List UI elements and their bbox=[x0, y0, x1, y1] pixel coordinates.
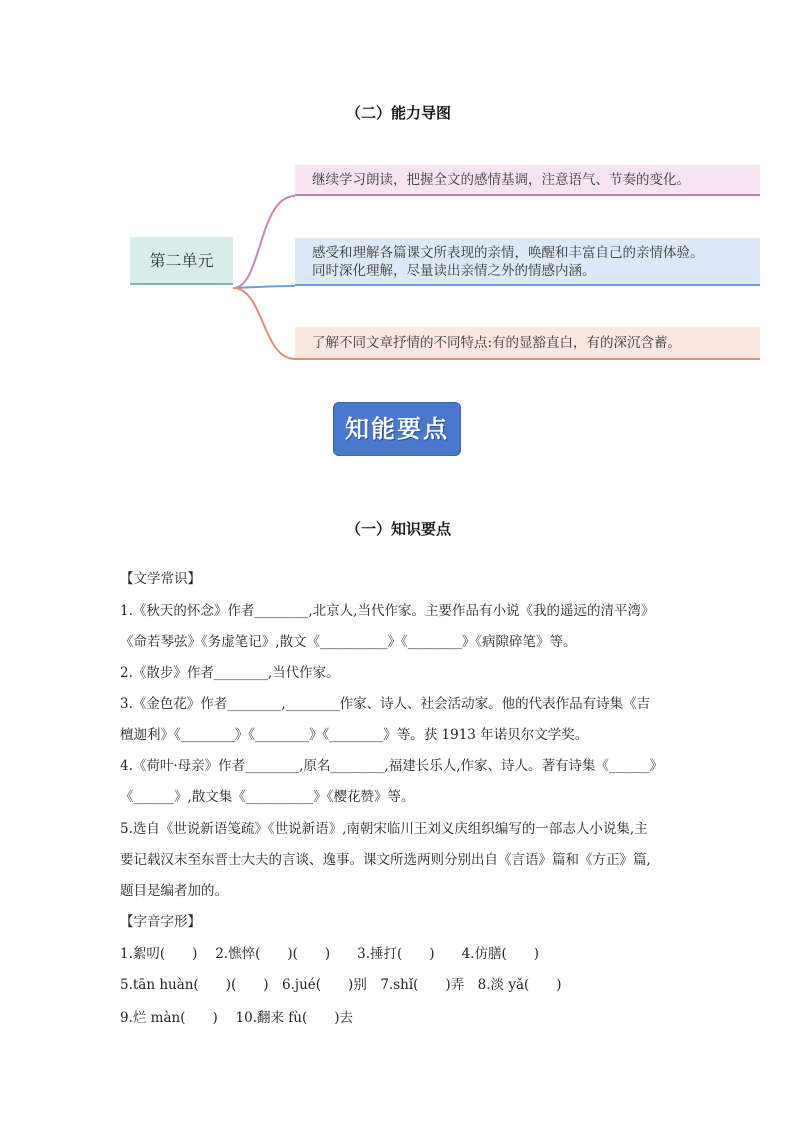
literature-line: 2.《散步》作者________,当代作家。 bbox=[120, 665, 340, 681]
literature-line: 3.《金色花》作者________,________作家、诗人、社会活动家。他的代表作品有诗集《吉 bbox=[120, 696, 651, 712]
pronunciation-heading: 【字音字形】 bbox=[120, 914, 201, 930]
literature-heading: 【文学常识】 bbox=[120, 571, 201, 587]
literature-line: 檀迦利》《________》《________》《________》等。获 1913 年诺贝尔文学奖。 bbox=[120, 727, 589, 743]
branch-3-line-1: 了解不同文章抒情的不同特点:有的显豁直白，有的深沉含蓄。 bbox=[312, 335, 682, 351]
literature-line: 1.《秋天的怀念》作者________,北京人,当代作家。主要作品有小说《我的遥远的清平湾》 bbox=[120, 603, 655, 619]
ability-map-title: （二）能力导图 bbox=[346, 104, 452, 122]
mindmap-branch-3 bbox=[295, 327, 760, 360]
branch-2-line-2: 同时深化理解，尽量读出亲情之外的情感内涵。 bbox=[312, 263, 596, 279]
pronunciation-line: 9.烂 màn( ) 10.翻来 fù( )去 bbox=[120, 1010, 354, 1026]
mindmap-root-node: 第二单元 bbox=[130, 237, 233, 285]
pronunciation-line: 5.tān huàn( )( ) 6.jué( )别 7.shǐ( )弄 8.淡 yǎ( ) bbox=[120, 977, 562, 993]
literature-line: 4.《荷叶·母亲》作者________,原名________,福建长乐人,作家、诗人。著有诗集《______》 bbox=[120, 758, 664, 774]
branch-1-line-1: 继续学习朗读，把握全文的感情基调，注意语气、节奏的变化。 bbox=[312, 172, 690, 188]
branch-2-line-1: 感受和理解各篇课文所表现的亲情，唤醒和丰富自己的亲情体验。 bbox=[312, 245, 704, 261]
literature-line: 《______》,散文集《__________》《樱花赞》等。 bbox=[120, 789, 415, 805]
knowledge-points-title: （一）知识要点 bbox=[346, 520, 452, 538]
connector-branch-2 bbox=[233, 286, 295, 288]
mindmap-branch-2 bbox=[295, 238, 760, 286]
literature-line: 题目是编者加的。 bbox=[120, 883, 228, 899]
literature-line: 《命若琴弦》《务虚笔记》,散文《__________》《________》《病隙碎笔》等。 bbox=[120, 634, 577, 650]
mindmap-branch-1 bbox=[295, 165, 760, 196]
connector-branch-1 bbox=[233, 196, 295, 288]
literature-line: 要记载汉末至东晋士大夫的言谈、逸事。课文所选两则分别出自《言语》篇和《方正》篇, bbox=[120, 852, 651, 868]
key-points-badge: 知能要点 bbox=[333, 402, 461, 456]
connector-branch-3 bbox=[233, 288, 295, 359]
pronunciation-line: 1.絮叨( ) 2.憔悴( )( ) 3.捶打( ) 4.仿膳( ) bbox=[120, 946, 539, 962]
literature-line: 5.选自《世说新语笺疏》《世说新语》,南朝宋临川王刘义庆组织编写的一部志人小说集,主 bbox=[120, 821, 648, 837]
